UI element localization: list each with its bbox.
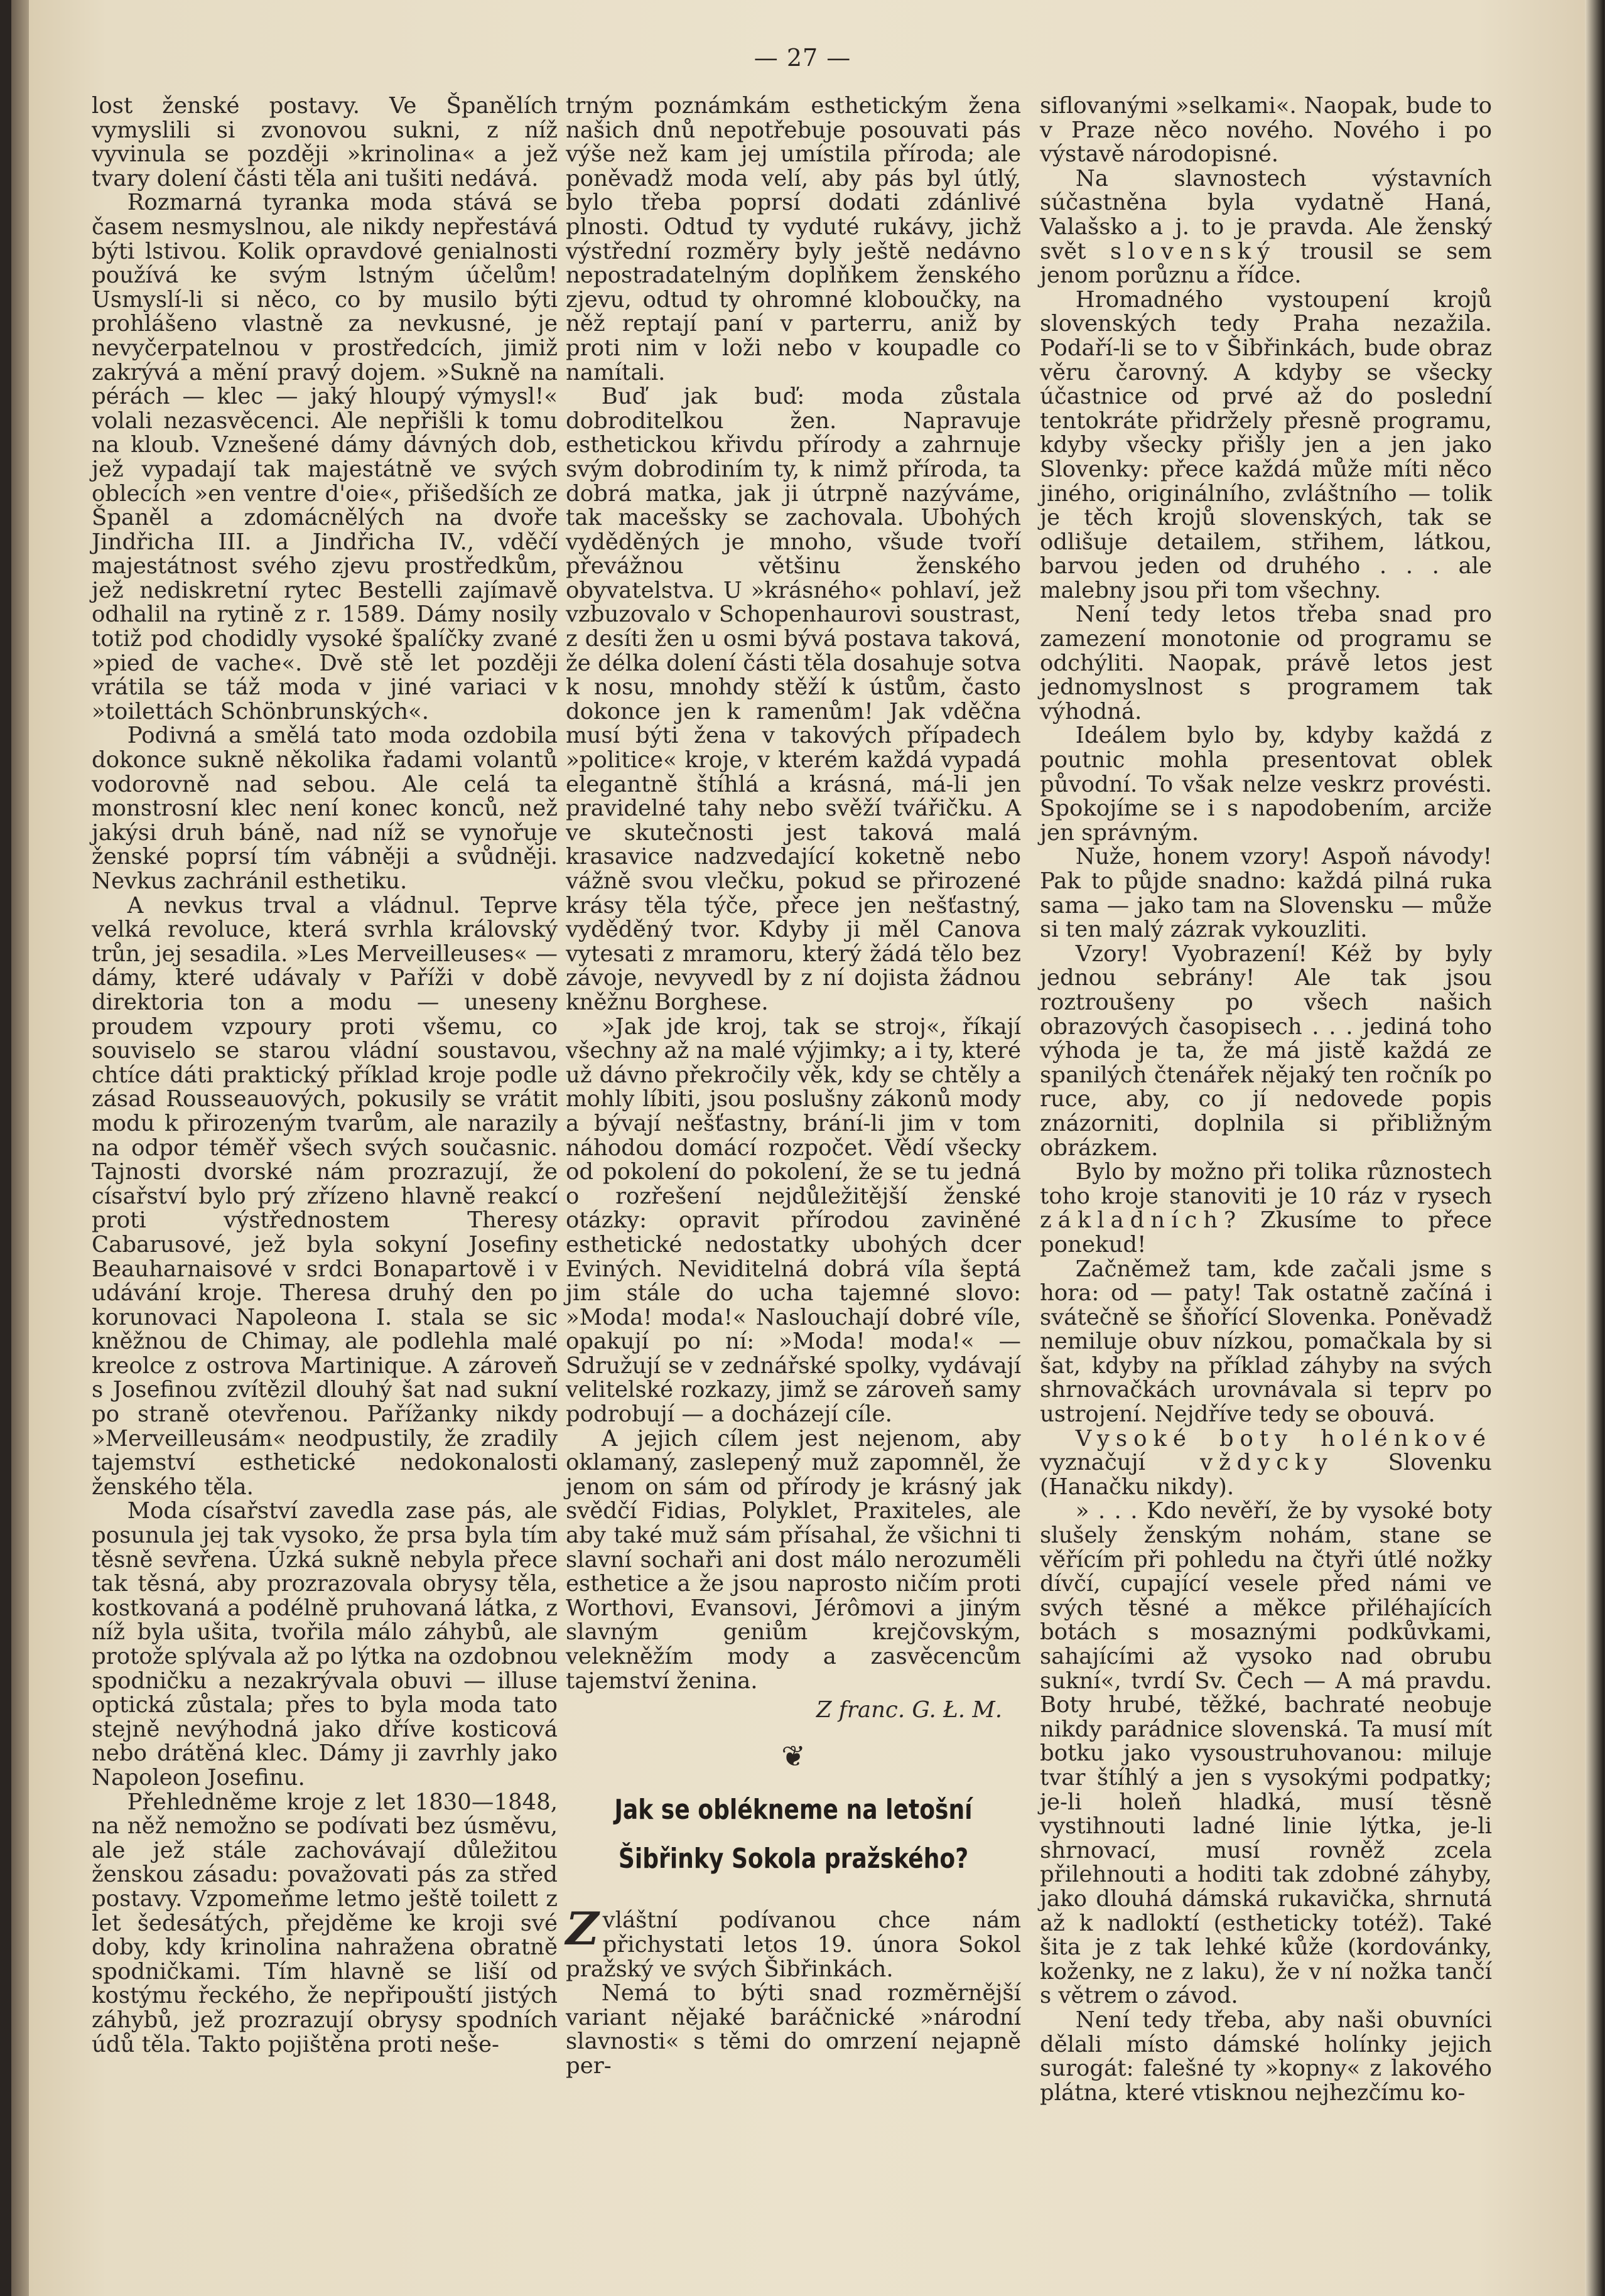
paragraph-with-dropcap [566,1902,1021,1982]
paragraph: Podivná a smělá tato moda ozdobila dokonce sukně několika řadami volantů vodorovně nad sebou. Ale celá ta monstrosní klec není konec konců, než jakýsi druh báně, nad níž se vynořuje ženské poprsí tím vábněji a svůdněji. Nevkus zachránil esthetiku. [92,723,558,894]
drop-cap: Z [566,1902,599,1956]
paragraph: A nevkus trval a vládnul. Teprve velká revoluce, která svrhla královský trůn, jej sesadila. »Les Merveilleuses« — dámy, které udávaly v Paříži v době direktoria ton a modu — uneseny proudem vzpoury proti všemu, co souviselo se starou vládní soustavou, chtíce dáti praktický příklad kroje podle zásad Rousseauových, pokusily se vrátit modu k přirozeným tvarům, ale narazily na odpor téměř všech svých současnic. Tajnosti dvorské nám prozrazují, že císařství bylo prý zřízeno hlavně reakcí proti výstřednostem Theresy Cabarusové, jež byla sokyní Josefiny Beauharnaisové v srdci Bonapartově i v udávání kroje. Theresa druhý den po korunovaci Napoleona I. stala se sic kněžnou de Chimay, ale podlehla malé kreolce z ostrova Martinique. A zároveň s Josefinou zvítězil dlouhý šat nad sukní po straně otevřenou. Pařížanky nikdy »Merveilleusám« neodpustily, že zradily tajemství esthetické nedokonalosti ženského těla. [92,892,558,1500]
text-run: vyznačují [1040,1450,1145,1476]
paragraph: Přehledněme kroje z let 1830—1848, na něž nemožno se podívati bez úsměvu, ale jež stále zachovávají důležitou ženskou zásadu: považovati pás za střed postavy. Vzpomeňme letmo ještě toilett z let šedesátých, přejděme ke kroji své doby, kdy krinolina nahražena obratně spodničkami. Tím hlavně se liší od kostýmu řeckého, že nepřipouští jistých záhybů, jež prozrazují obrysy spodních údů těla. Takto pojištěna proti neše- [92,1789,558,2057]
paragraph: Není tedy letos třeba snad pro zamezení monotonie od programu se odchýliti. Naopak, právě letos jest jednomyslnost s programem tak výhodná. [1040,601,1492,725]
paragraph: lost ženské postavy. Ve Španělích vymyslili si zvonovou sukni, z níž vyvinula se později »krinolina« a jež tvary dolení části těla ani tušiti nedává. [92,93,558,191]
article-title: Jak se oblékneme na letošní Šibřinky Sokola pražského? [614,1794,973,1875]
article-signature: Z franc. G. Ł. M. [816,1697,1002,1723]
page-spine [11,0,29,2296]
paragraph: Nemá to býti snad rozměrnější variant nějaké baráčnické »národní slavnosti« s těmi do omrzení nejapně per- [566,1980,1021,2079]
spaced-text: Vysoké boty holénkové [1075,1425,1492,1452]
spaced-text: vždycky [1200,1450,1334,1476]
column-middle [566,94,1021,2079]
paragraph: Hromadného vystoupení krojů slovenských tedy Praha nezažila. Podaří-li se to v Šibřinkách, bude obraz věru čarovný. A kdyby se všecky účastnice od prvé až do poslední tentokráte přidržely přesně programu, kdyby všecky přišly jen a jen jako Slovenky: přece každá může míti něco jiného, originálního, zvláštního — tolik je těch krojů slovenských, tak se odlišuje detailem, střihem, látkou, barvou jeden od druhého . . . ale malebny jsou při tom všechny. [1040,286,1492,603]
magazine-page [11,0,1604,2296]
paragraph: A jejich cílem jest nejenom, aby oklamaný, zaslepený muž zapomněl, že jenom on sám od přírody je krásný jak svědčí Fidias, Polyklet, Praxiteles, ale aby také muž sám přísahal, že všichni ti slavní sochaři ani dost málo nerozuměli esthetice a že jsou naprosto ničím proti Worthovi, Evansovi, Jérômovi a jiným slavným geniům krejčovským, velekněžím mody a zasvěcencům tajemství ženina. [566,1425,1021,1694]
ornament-icon: ❦ [781,1738,806,1773]
paragraph: Rozmarná tyranka moda stává se časem nesmyslnou, ale nikdy nepřestává býti lstivou. Kolik opravdové genialnosti používá ke svým lstným účelům! Usmyslí-li si něco, co by musilo býti prohlášeno vlastně za nevkusné, je nevyčerpatelnou v prostředcích, jimiž zakrývá a mění pravý dojem. »Sukně na pérách — klec — jaký hloupý výmysl!« volali nezasvěcenci. Ale nepřišli k tomu na kloub. Vznešené dámy dávných dob, jež vypadají tak majestátně ve svých oblecích »en ventre d'oie«, přišedších ze Španěl a zdomácnělých na dvoře Jindřicha III. a Jindřicha IV., vděčí majestátnost svého zjevu prostředkům, jež nediskretní rytec Bestelli zajímavě odhalil na rytině z r. 1589. Dámy nosily totiž pod chodidly vysoké špalíčky zvané »pied de vache«. Dvě stě let později vrátila se táž moda v jiné variaci v »toilettách Schönbrunských«. [92,190,558,725]
page-edge [1585,0,1604,2296]
text-run: Bylo by možno při tolika různostech toho kroje stanoviti je 10 ráz v rysech [1040,1159,1492,1209]
paragraph: Není tedy třeba, aby naši obuvníci dělali místo dámské holínky jejich surogát: falešné ty »kopny« z lakového plátna, které vtisknou nejhezčímu ko- [1040,2007,1492,2106]
spaced-text: základních [1040,1207,1224,1234]
paragraph: »Jak jde kroj, tak se stroj«, říkají všechny až na malé výjimky; a i ty, které už dávno překročily věk, kdy se chtěly a mohly líbiti, jsou poslušny zákonů mody a bývají nešťastny, brání-li jim v tom náhodou domácí rozpočet. Vědí všecky od pokolení do pokolení, že se tu jedná o rozřešení nejdůležitější ženské otázky: opravit přírodou zaviněné esthetické nedostatky ubohých dcer Eviných. Neviditelná dobrá víla šeptá jim stále do ucha tajemné slovo: »Moda! moda!« Naslouchají dobré víle, opakují po ní: »Moda! moda!« — Sdružují se v zednářské spolky, vydávají velitelské rozkazy, jimž se zároveň samy podrobují — a docházejí cíle. [566,1013,1021,1428]
paragraph: Vzory! Vyobrazení! Kéž by byly jednou sebrány! Ale tak jsou roztroušeny po všech našich obrazových časopisech . . . jediná toho výhoda je ta, že má jistě každá ze spanilých čtenářek nějaký ten ročník po ruce, aby, co jí nedovede popis znázorniti, doplnila si přibližným obrázkem. [1040,940,1492,1161]
paragraph: trným poznámkám esthetickým žena našich dnů nepotřebuje posouvati pás výše než kam jej umístila příroda; ale poněvadž moda velí, aby pás byl útlý, bylo třeba poprsí dodati zdánlivé plnosti. Odtud ty vyduté rukávy, jichž výstřední rozměry byly ještě nedávno nepostradatelným doplňkem ženského zjevu, odtud ty ohromné kloboučky, na něž reptají paní v parterru, aniž by proti nim v loži nebo v koupadle co namítali. [566,93,1021,385]
text-run: Slovenku (Hanačku nikdy). [1040,1450,1492,1500]
text-run: ? Zkusíme to přece ponekud! [1040,1207,1492,1258]
text-run: Na slavnostech výstavních súčastněna byla vydatně Haná, Valašsko a j. to je pravda. Ale ženský svět [1040,165,1492,264]
text-run: trousil se sem jenom porůznu a řídce. [1040,238,1492,289]
spaced-text: slovenský [1110,238,1277,264]
paragraph: Buď jak buď: moda zůstala dobroditelkou žen. Napravuje esthetickou křivdu přírody a zahrnuje svým dobrodiním ty, k nimž příroda, ta dobrá matka, jak ji útrpně nazýváme, tak macešsky se zachovala. Ubohých vyděděných je mnoho, všude tvoří převážnou většinu ženského obyvatelstva. U »krásného« pohlaví, jež vzbuzovalo v Schopenhaurovi soustrast, z desíti žen u osmi bývá postava taková, že délka dolení části těla dosahuje sotva k nosu, mnohdy stěží k ústům, často dokonce jen k ramenům! Jak vděčna musí býti žena v takových případech »politice« kroje, v kterém každá vypadá elegantně štíhlá a krásná, má-li jen pravidelné tahy nebo svěží tvářičku. A ve skutečnosti jest taková malá krasavice nadzvedající koketně nebo vážně svou vlečku, pokud se přirozené krásy těla týče, přece jen nešťastný, vyděděný tvor. Kdyby ji měl Canova vytesati z mramoru, který žádá tělo bez závoje, nevyvedl by z ní dojista žádnou kněžnu Borghese. [566,384,1021,1015]
paragraph: Ideálem bylo by, kdyby každá z poutnic mohla presentovat oblek původní. To však nelze veskrz provésti. Spokojíme se i s napodobením, arciže jen správným. [1040,723,1492,846]
page-number: — 27 — [754,44,851,72]
paragraph [1040,1427,1492,1500]
column-right [1040,94,1492,2105]
paragraph: » . . . Kdo nevěří, že by vysoké boty slušely ženským nohám, stane se věřícím při pohledu na čtyři útlé nožky dívčí, cupající vesele před námi ve svých těsné a měkce přiléhajících botách s mosaznými podkůvkami, sahajícími až vysoko nad obrubu sukní«, tvrdí Sv. Čech — A má pravdu. Boty hrubé, těžké, bachraté neobuje nikdy parádnice slovenská. Ta musí mít botku jako vysoustruhovanou: miluje tvar štíhlý a jen s vysokými podpatky; je-li holeň hladká, musí těsně vystihnouti ladné linie lýtka, je-li shrnovací, musí rovněž zcela přilehnouti a hoditi tak zdobné záhyby, jako dlouhá dámská rukavička, shrnutá až k nadloktí (estheticky totéž). Také šita je z tak lehké kůže (kordovánky, koženky, ne z laku), že v ní nožka tančí s větrem o závod. [1040,1498,1492,2009]
paragraph: Začněmež tam, kde začali jsme s hora: od — paty! Tak ostatně začíná i svátečně se šňořící Slovenka. Poněvadž nemiluje obuv nízkou, pomačkala by si šat, kdyby na příklad záhyby na svých shrnovačkách urovnávala si teprv po ustrojení. Nejdříve tedy se obouvá. [1040,1256,1492,1428]
paragraph-text: vláštní podívanou chce nám přichystati letos 19. února Sokol pražský ve svých Šibřinkách. [566,1907,1021,1982]
paragraph: Nuže, honem vzory! Aspoň návody! Pak to půjde snadno: každá pilná ruka sama — jako tam na Slovensku — může si ten malý zázrak vykouzliti. [1040,844,1492,943]
paragraph: Moda císařství zavedla zase pás, ale posunula jej tak vysoko, že prsa byla tím těsně sevřena. Úzká sukně nebyla přece tak těsná, aby prozrazovala obrysy těla, kostkovaná a podélně pruhovaná látka, z níž byla ušita, tvořila málo záhybů, ale protože splývala až po lýtka na ozdobnou spodničku a nezakrývala obuvi — illuse optická zůstala; přes to byla moda tato stejně nevýhodná jako dříve kosticová nebo drátěná klec. Dámy ji zavrhly jako Napoleon Josefinu. [92,1498,558,1791]
column-left [92,94,558,2057]
paragraph [1040,167,1492,288]
paragraph: siflovanými »selkami«. Naopak, bude to v Praze něco nového. Nového i po výstavě národopisné. [1040,93,1492,168]
paragraph [1040,1160,1492,1257]
